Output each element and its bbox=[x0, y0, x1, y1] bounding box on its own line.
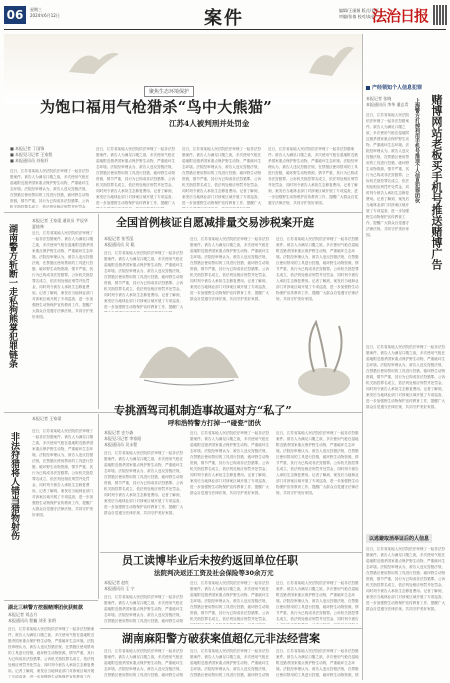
story3-byline-1: 本报记者 张雪泓 bbox=[104, 236, 134, 241]
divider bbox=[100, 628, 362, 629]
story4-body: 近日，江苏省某地人民法院依法审理了一起非法狩猎案件。被告人为满足口腹之欲，多次使用气枪在湿地附近猎杀国家重点保护野生动物，严重破坏生态环境。法院经审理认为，被告人违反狩猎法规，在禁猎区使用禁用的工具进行狩猎，破坏野生动物资源，情节严重，其行为已构成非法狩猎罪。公诉机关指控罪名成立，依法判处相应刑罚并处罚金，同时判令被告人承担生态修复费用。记者了解到，案发后当地林业部门对涉案区域开展了专项巡查，进一步加强野生动物保护宣传教育工作，提醒广大群众自觉遵守法律法规，共同守护美好家园。 bbox=[32, 429, 94, 517]
bird-illustration-right bbox=[304, 38, 359, 83]
divider bbox=[4, 212, 362, 213]
story5-byline-3: 本报通讯员 吴永程 bbox=[104, 442, 138, 447]
story5-body-col1: 近日，江苏省某地人民法院依法审理了一起非法狩猎案件。被告人为满足口腹之欲，多次使用气枪在湿地附近猎杀国家重点保护野生动物，严重破坏生态环境。法院经审理认为，被告人违反狩猎法规，在禁猎区使用禁用的工具进行狩猎，破坏野生动物资源，情节严重，其行为已构成非法狩猎罪。公诉机关指控罪名成立，依法判处相应刑罚并处罚金，同时判令被告人承担生态修复费用。记者了解到，案发后当地林业部门对涉案区域开展了专项巡查，进一步加强野生动物保护宣传教育工作，提醒广大群众自觉遵守法律法规，共同守护美好家园。 bbox=[104, 451, 184, 515]
issue-date bbox=[30, 7, 60, 19]
clam-illustration bbox=[134, 318, 244, 390]
story1-body-col4: 近日，江苏省某地人民法院依法审理了一起非法狩猎案件。被告人为满足口腹之欲，多次使用气枪在湿地附近猎杀国家重点保护野生动物，严重破坏生态环境。法院经审理认为，被告人违反狩猎法规，在禁猎区使用禁用的工具进行狩猎，破坏野生动物资源，情节严重，其行为已构成非法狩猎罪。公诉机关指控罪名成立，依法判处相应刑罚并处罚金，同时判令被告人承担生态修复费用。记者了解到，案发后当地林业部门对涉案区域开展了专项巡查，进一步加强野生动物保护宣传教育工作，提醒广大群众自觉遵守法律法规，共同守护美好家园。 bbox=[268, 147, 358, 205]
story4-byline: 本报记者 王家梁 bbox=[32, 416, 62, 421]
story2-body: 近日，江苏省某地人民法院依法审理了一起非法狩猎案件。被告人为满足口腹之欲，多次使用气枪在湿地附近猎杀国家重点保护野生动物，严重破坏生态环境。法院经审理认为，被告人违反狩猎法规，在禁猎区使用禁用的工具进行狩猎，破坏野生动物资源，情节严重，其行为已构成非法狩猎罪。公诉机关指控罪名成立，依法判处相应刑罚并处罚金，同时判令被告人承担生态修复费用。记者了解到，案发后当地林业部门对涉案区域开展了专项巡查，进一步加强野生动物保护宣传教育工作，提醒广大群众自觉遵守法律法规，共同守护美好家园。 bbox=[32, 231, 94, 319]
story6-body-col2: 近日，江苏省某地人民法院依法审理了一起非法狩猎案件。被告人为满足口腹之欲，多次使用气枪在湿地附近猎杀国家重点保护野生动物，严重破坏生态环境。法院经审理认为，被告人违反狩猎法规，在禁猎区使用禁用的工具进行狩猎，破坏野生动物资源，情节严重，其行为已构成非法狩猎罪。公诉机关指控罪名成立，依法判处相应刑罚并处罚金， bbox=[190, 581, 270, 621]
story6-body-col1: 近日，江苏省某地人民法院依法审理了一起非法狩猎案件。被告人为满足口腹之欲，多次使用气枪在湿地附近猎杀国家重点保护野生动物，严重破坏生态环境。法院经审理认为，被告人违反狩猎法规，在禁猎区使用禁用的工具进行狩猎，破坏野生动物 bbox=[104, 595, 184, 623]
story6-title: 员工读博毕业后未按约返回单位任职 bbox=[122, 554, 298, 567]
right-column-byline-1: 本报记者 张晓 bbox=[366, 96, 392, 101]
bird-illustration-left bbox=[64, 42, 124, 82]
story8-title: 湖南麻阳警方破获案值超亿元非法经营案 bbox=[122, 632, 320, 645]
story6-byline bbox=[104, 580, 135, 592]
story3-body-col1: 近日，江苏省某地人民法院依法审理了一起非法狩猎案件。被告人为满足口腹之欲，多次使用气枪在湿地附近猎杀国家重点保护野生动物，严重破坏生态环境。法院经审理认为，被告人违反狩猎法规，在禁猎区使用禁用的工具进行狩猎，破坏野生动物资源，情节严重，其行为已构成非法狩猎罪。公诉机关指控罪名成立，依法判处相应刑罚并处罚金，同时判令被告人承担生态修复费用。记者了解到，案发后当地林业部门对涉案区域开展了专项巡查，进一步加强野生动物保护宣传教育工作，提醒广大 bbox=[104, 251, 184, 309]
editor-line-1: 编辑/王丽娟 版式/刘亚 bbox=[339, 8, 379, 13]
story3-body-col2: 近日，江苏省某地人民法院依法审理了一起非法狩猎案件。被告人为满足口腹之欲，多次使用气枪在湿地附近猎杀国家重点保护野生动物，严重破坏生态环境。法院经审理认为，被告人违反狩猎法规，在禁猎区使用禁用的工具进行狩猎，破坏野生动物资源，情节严重，其行为已构成非法狩猎罪。公诉机关指控罪名成立，依法判处相应刑罚并处罚金，同时判令被告人承担生态修复费用。记者了解到，案发后当地林业部门对涉案区域开展了专项巡查，进一步加强野生动物保护宣传教育工作，提醒广大群众自觉遵守法律法规，共同守护美好家园。 bbox=[190, 237, 270, 301]
weekday: 星期三 bbox=[30, 7, 42, 12]
section-title: 案件 bbox=[204, 8, 244, 29]
story7-body: 近日，江苏省某地人民法院依法审理了一起非法狩猎案件。被告人为满足口腹之欲，多次使用气枪在湿地附近猎杀国家重点保护野生动物，严重破坏生态环境。法院经审理认为，被告人违反狩猎法规，在禁猎区使用禁用的工具进行狩猎，破坏野生动物资源，情节严重，其行为已构成非法狩猎罪。公诉机关指控罪名成立，依法判处相应刑罚并处罚金，同时判令被告人承担生态修复费用。记者了解到，案发后当地林业部门对涉案区域开展了专项巡查，进一步加强野生动物保护宣传教育工作， bbox=[8, 627, 95, 678]
story1-byline-1: ■ 本报记者 丁国锋 bbox=[10, 146, 45, 151]
newspaper-logo: 法治日报 bbox=[372, 7, 429, 25]
story5-title: 专挑酒驾司机制造事故逼对方“私了” bbox=[114, 404, 292, 417]
divider bbox=[4, 600, 98, 601]
page-number: 06 bbox=[4, 6, 26, 24]
story6-body-col3: 近日，江苏省某地人民法院依法审理了一起非法狩猎案件。被告人为满足口腹之欲，多次使用气枪在湿地附近猎杀国家重点保护野生动物，严重破坏生态环境。法院经审理认为，被告人违反狩猎法规，在禁猎区使用禁用的工具进行狩猎，破坏野生动物资源，情节严重，其行为已构成非法狩猎罪。公诉机关指控罪名成立，依法判处相应刑罚并处罚金，同时判令被告 bbox=[276, 581, 359, 621]
story1-title: 为饱口福用气枪猎杀“鸟中大熊猫” bbox=[40, 98, 273, 116]
story1-byline-2: ■ 本报见习记者 王家程 bbox=[10, 152, 53, 157]
story2-byline: 本报记者 王家梁 通讯员 尹辰华 夏桂林 bbox=[32, 218, 88, 229]
story8-body-col3: 近日，江苏省某地人民法院依法审理了一起非法狩猎案件。被告人为满足口腹之欲，多次使用气枪在湿地附近猎杀国家重点保护野生动物，严重破坏生态环境。法院经审理认为，被告人违反狩猎法规，在禁猎区使用禁用的工具进行狩猎，破坏野生动物资源，情 bbox=[276, 649, 359, 677]
story8-body-col2: 近日，江苏省某地人民法院依法审理了一起非法狩猎案件。被告人为满足口腹之欲，多次使用气枪在湿地附近猎杀国家重点保护野生动物，严重破坏生态环境。法院经审理认为，被告人违反狩猎法规，在禁猎区使用禁用的工具进行狩猎，破坏野生动物 bbox=[190, 649, 270, 677]
right-column-box-tag: 以逃避取消举证后的人信息 bbox=[366, 534, 432, 543]
right-column-tag: 产经领知个人信息犯罪 bbox=[366, 84, 422, 91]
story5-byline-2: 本报见习记者 李家阳 bbox=[104, 436, 142, 441]
story8-body-col1: 近日，江苏省某地人民法院依法审理了一起非法狩猎案件。被告人为满足口腹之欲，多次使用气枪在湿地附近猎杀国家重点保护野生动物，严重破坏生态环境。法院经审理认为，被告人违反狩猎法规，在禁猎区使用禁用的工具进行狩猎，破坏野生动物 bbox=[104, 649, 184, 677]
right-column bbox=[364, 34, 446, 680]
story1-byline-3: ■ 本报通讯员 苏检轩 bbox=[10, 158, 49, 163]
right-column-subtitle: 上海警方打掉利用手机号推送个人信息犯罪团伙 bbox=[414, 98, 420, 203]
story3-byline-2: 本报通讯员 吴 聪 bbox=[104, 242, 135, 247]
qr-code-icon bbox=[433, 5, 447, 25]
story6-subtitle: 法院判决返还工资及社会保险等30余万元 bbox=[154, 569, 274, 577]
stork-illustration bbox=[284, 312, 364, 412]
story7-byline bbox=[8, 612, 56, 624]
date: 2024年6月12日 bbox=[30, 13, 60, 18]
story4-title: 非法狩猎将人错当猎物射伤 bbox=[9, 432, 19, 540]
editor-line-2: 审编/张倩 校对/高勇 bbox=[339, 14, 375, 19]
story3-byline bbox=[104, 236, 135, 248]
right-column-title: 赌博网站老板买手机号推送赌博广告 bbox=[430, 94, 443, 270]
divider bbox=[98, 414, 99, 599]
story5-subtitle: 呼和浩特警方打掉一“碰瓷”团伙 bbox=[168, 419, 262, 427]
story3-title: 全国首例核证自愿减排量交易涉税案开庭 bbox=[116, 216, 314, 229]
story3-body-col3: 近日，江苏省某地人民法院依法审理了一起非法狩猎案件。被告人为满足口腹之欲，多次使用气枪在湿地附近猎杀国家重点保护野生动物，严重破坏生态环境。法院经审理认为，被告人违反狩猎法规，在禁猎区使用禁用的工具进行狩猎，破坏野生动物资源，情节严重，其行为已构成非法狩猎罪。公诉机关指控罪名成立，依法判处相应刑罚并处罚金，同时判令被告人承担生态修复费用。记者了解到，案发后当地林业部门对涉案区域开展了专项巡查，进一步加强野生动物保护宣传教育工作，提醒广大群众自觉遵守法律法规，共同守护美好家园。 bbox=[276, 237, 359, 301]
story1-tag: 聚焦生态环境保护 bbox=[144, 86, 194, 97]
story5-body-col2: 近日，江苏省某地人民法院依法审理了一起非法狩猎案件。被告人为满足口腹之欲，多次使用气枪在湿地附近猎杀国家重点保护野生动物，严重破坏生态环境。法院经审理认为，被告人违反狩猎法规，在禁猎区使用禁用的工具进行狩猎，破坏野生动物资源，情节严重，其行为已构成非法狩猎罪。公诉机关指控罪名成立，依法判处相应刑罚并处罚金，同时判令被告人承担生态修复费用。记者了解到，案发后当地林业部门对涉案区域开展了专项巡查，进一步加强野生动物保护宣传教育工作，提醒广大群众自觉遵守法律法规，共同守护美好家园。 bbox=[190, 431, 270, 495]
divider bbox=[98, 214, 99, 409]
story2-title: 湖南警方斩断一走私狗熊掌犯罪链条 bbox=[7, 224, 17, 368]
right-column-body-1: 近日，江苏省某地人民法院依法审理了一起非法狩猎案件。被告人为满足口腹之欲，多次使用气枪在湿地附近猎杀国家重点保护野生动物，严重破坏生态环境。法院经审理认为，被告人违反狩猎法规，在禁猎区使用禁用的工具进行狩猎，破坏野生动物资源，情节严重，其行为已构成非法狩猎罪。公诉机关指控罪名成立，依法判处相应刑罚并处罚金，同时判令被告人承担生态修复费用。记者了解到，案发后当地林业部门对涉案区域开展了专项巡查，进一步加强野生动物保护宣传教育工作，提醒广大群众自觉遵守法律法规，共同守护美好家园。 bbox=[366, 113, 410, 237]
story1-body-col2: 近日，江苏省某地人民法院依法审理了一起非法狩猎案件。被告人为满足口腹之欲，多次使用气枪在湿地附近猎杀国家重点保护野生动物，严重破坏生态环境。法院经审理认为，被告人违反狩猎法规，在禁猎区使用禁用的工具进行狩猎，破坏野生动物资源，情节严重，其行为已构成非法狩猎罪。公诉机关指控罪名成立，依法判处相应刑罚并处罚金，同时判令被告人承担生态修复费用。记者了解到，案发后当地林业部门对涉案区域开展了专项巡查，进一步加强野生动物保护宣传教育工作，提醒广大 bbox=[96, 147, 176, 205]
story5-byline-1: 本报记者 史万森 bbox=[104, 430, 134, 435]
right-column-byline bbox=[366, 96, 409, 108]
story6-byline-2: 本报通讯员 王 宁 bbox=[104, 586, 135, 591]
story5-body-col3: 近日，江苏省某地人民法院依法审理了一起非法狩猎案件。被告人为满足口腹之欲，多次使用气枪在湿地附近猎杀国家重点保护野生动物，严重破坏生态环境。法院经审理认为，被告人违反狩猎法规，在禁猎区使用禁用的工具进行狩猎，破坏野生动物资源，情节严重，其行为已构成非法狩猎罪。公诉机关指控罪名成立，依法判处相应刑罚并处罚金，同时判令被告人承担生态修复费用。记者了解到，案发后当地林业部门对涉案区域开展了专项巡查，进一步加强野生动物保护宣传教育工作，提醒广大群众自觉遵守法律法规，共同守护美好家园。 bbox=[276, 431, 359, 495]
page-header bbox=[4, 3, 446, 30]
story7-byline-2: 本报通讯员 程巍 刘亚 张明 bbox=[8, 618, 56, 623]
story1-body-col3: 近日，江苏省某地人民法院依法审理了一起非法狩猎案件。被告人为满足口腹之欲，多次使用气枪在湿地附近猎杀国家重点保护野生动物，严重破坏生态环境。法院经审理认为，被告人违反狩猎法规，在禁猎区使用禁用的工具进行狩猎，破坏野生动物资源，情节严重，其行为已构成非法狩猎罪。公诉机关指控罪名成立，依法判处相应刑罚并处罚金，同时判令被告人承担生态修复费用。记者了解到，案发后当地林业部门对涉案区域开展了专项巡查，进一步加强野生动物保护宣传教育工作，提醒广大 bbox=[182, 147, 262, 205]
story7-byline-1: 本报记者 刘志月 bbox=[8, 612, 38, 617]
right-column-body-3: 近日，江苏省某地人民法院依法审理了一起非法狩猎案件。被告人为满足口腹之欲，多次使用气枪在湿地附近猎杀国家重点保护野生动物，严重破坏生态环境。法院经审理认为，被告人违反狩猎法规，在禁猎区使用禁用的工具进行狩猎，破坏野生动物资源，情节严重，其行为已构成非法狩猎罪。公诉机关指控罪名成立，依法判处相应刑罚并处罚金，同时判令被告人承担生态修复费用。记者了解到，案发后当地林业部门对涉案区域开展了专项巡查，进一步加强野生动物保护宣传教育工作，提醒广大群众自觉遵守法律法规，共同守护美好家园。 bbox=[366, 547, 446, 611]
right-column-byline-2: 本报通讯员 李华 潘志青 bbox=[366, 102, 409, 107]
right-column-body-2: 近日，江苏省某地人民法院依法审理了一起非法狩猎案件。被告人为满足口腹之欲，多次使用气枪在湿地附近猎杀国家重点保护野生动物，严重破坏生态环境。法院经审理认为，被告人违反狩猎法规，在禁猎区使用禁用的工具进行狩猎，破坏野生动物资源，情节严重，其行为已构成非法狩猎罪。公诉机关指控罪名成立，依法判处相应刑罚并处罚金，同时判令被告人承担生态修复费用。记者了解到，案发后当地林业部门对涉案区域开展了专项巡查，进一步加强野生动物保护宣传教育工作，提醒广大群众自觉遵守法律法规，共同守护美好家园。 bbox=[366, 345, 446, 409]
story7-title: 湖北三峡警方挖掘赌博团伙获赃款 bbox=[8, 605, 84, 611]
story1-byline bbox=[10, 146, 52, 164]
column-divider bbox=[362, 34, 363, 680]
story1-subtitle: 江苏4人被判刑并处罚金 bbox=[169, 119, 250, 128]
story6-byline-1: 本报记者 赵红 bbox=[104, 580, 130, 585]
story5-byline bbox=[104, 430, 141, 448]
story1-body-col1: 近日，江苏省某地人民法院依法审理了一起非法狩猎案件。被告人为满足口腹之欲，多次使用气枪在湿地附近猎杀国家重点保护野生动物，严重破坏生态环境。法院经审理认为，被告人违反狩猎法规，在禁猎区使用禁用的工具进行狩猎，破坏野生动物资源，情节严重，其行为已构成非法狩猎罪。公诉机关指控罪名成立，依法判处相应刑罚并处罚金， bbox=[10, 169, 90, 208]
